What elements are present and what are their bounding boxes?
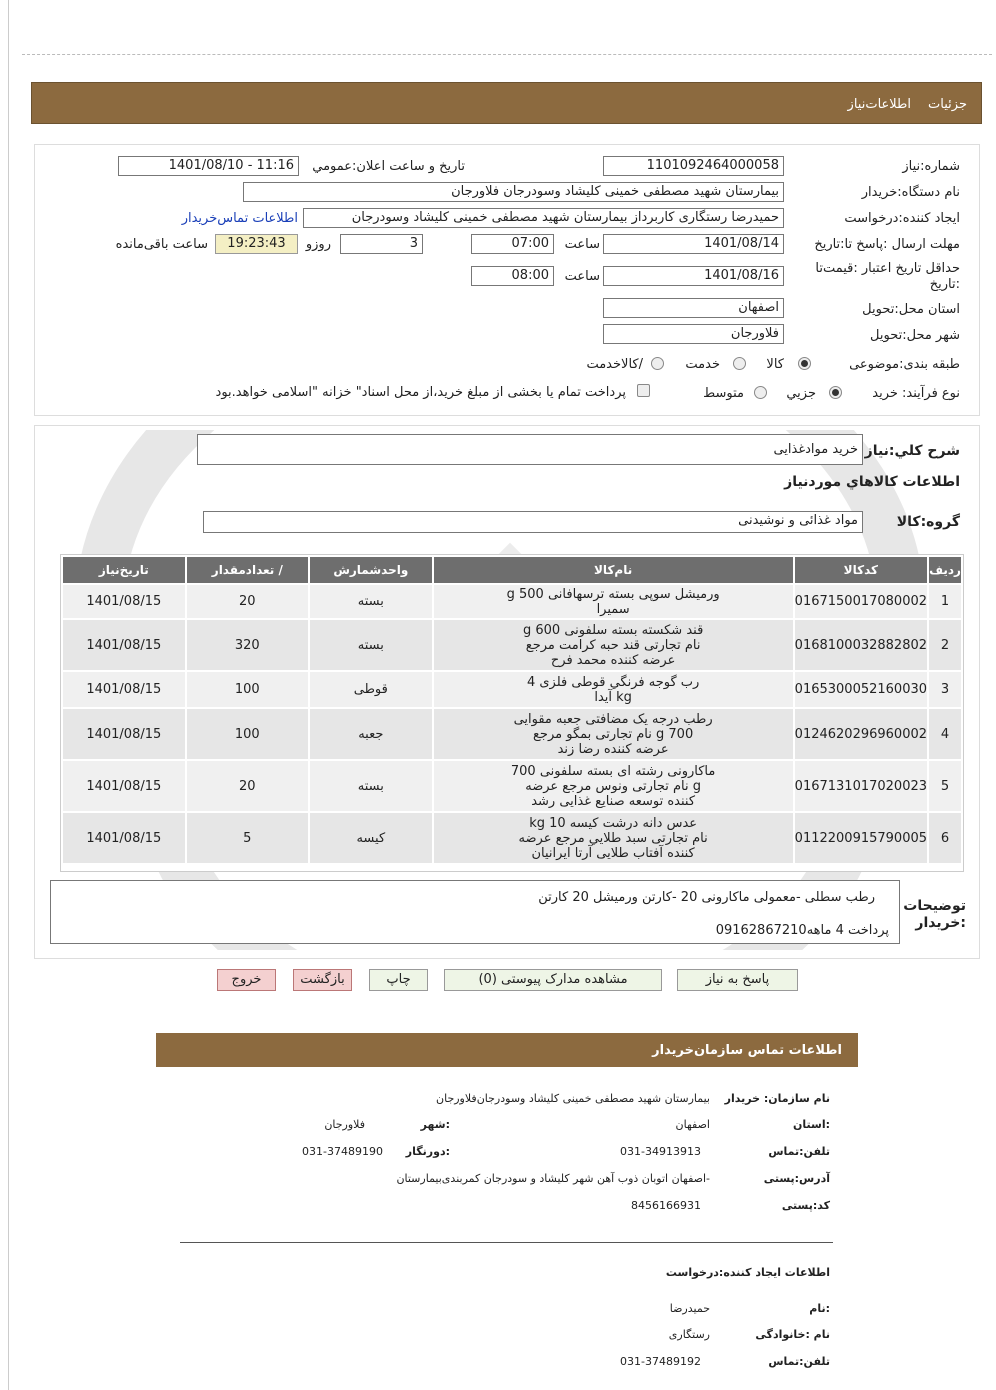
days-field: 3: [340, 234, 423, 254]
cell-name: [434, 672, 793, 707]
category-goods-label: کالا: [766, 357, 784, 372]
item-name-line: 700 g نام تجارتی بمگو مرجع: [533, 726, 694, 742]
cell-date: 1401/08/15: [63, 620, 185, 670]
contact-postal-value: 8456166931: [631, 1199, 701, 1212]
category-both-label: /کالاخدمت: [586, 357, 643, 372]
exit-button[interactable]: خروج: [217, 969, 276, 991]
cell-qty: 20: [187, 761, 308, 811]
cell-index: 1: [929, 585, 961, 618]
validity-date-field: 1401/08/16: [603, 266, 784, 286]
cell-index: 5: [929, 761, 961, 811]
cell-code: 0167150017080002: [795, 585, 927, 618]
cell-name: [434, 709, 793, 759]
cell-name: [434, 761, 793, 811]
cell-qty: 20: [187, 585, 308, 618]
contact-org-label: نام سازمان: خریدار: [724, 1092, 830, 1105]
cell-unit: جعبه: [310, 709, 432, 759]
contact-province-label: :استان: [793, 1118, 830, 1131]
deadline-date-field: 1401/08/14: [603, 234, 784, 254]
cell-qty: 100: [187, 709, 308, 759]
table-row: [63, 620, 961, 670]
category-service-label: خدمت: [685, 357, 720, 372]
buyer-contact-link[interactable]: اطلاعات تماس‌خریدار: [181, 211, 298, 226]
col-header-code: کدکالا: [795, 557, 927, 583]
cell-index: 2: [929, 620, 961, 670]
deadline-label: مهلت ارسال :پاسخ تا:تاریخ: [814, 237, 960, 252]
cell-name: [434, 813, 793, 863]
requester-info-title: اطلاعات ایجاد کننده:درخواست: [665, 1266, 830, 1279]
col-header-index: ردیف: [929, 557, 961, 583]
item-name-line: نام تجارتی سبد طلایي مرجع عرضه: [518, 830, 708, 846]
cell-code: 0168100032882802: [795, 620, 927, 670]
process-label: نوع فرآیند: خرید: [872, 386, 960, 401]
requester-name-value: حمیدرضا: [669, 1302, 710, 1315]
cell-code: 0112200915790005: [795, 813, 927, 863]
table-row: [63, 585, 961, 618]
cell-name: [434, 585, 793, 618]
cell-unit: کیسه: [310, 813, 432, 863]
cell-index: 4: [929, 709, 961, 759]
process-partial-radio[interactable]: [829, 386, 842, 399]
buyer-contact-title: اطلاعات تماس سازمان‌خریدار: [652, 1043, 842, 1058]
buyer-contact-header: [156, 1033, 858, 1067]
print-button[interactable]: چاپ: [369, 969, 428, 991]
days-label: روزو: [305, 237, 331, 252]
item-name-line: عرضه کننده محمد فرح: [550, 652, 676, 668]
requester-name-label: :نام: [809, 1302, 830, 1315]
cell-date: 1401/08/15: [63, 709, 185, 759]
requester-label: ایجاد کننده:درخواست: [844, 211, 960, 226]
cell-qty: 320: [187, 620, 308, 670]
need-number-field: 1101092464000058: [603, 156, 784, 176]
need-summary-label: شرح کلي:نیاز: [864, 443, 960, 459]
need-summary-field: خرید موادغذایی: [197, 434, 863, 465]
table-row: [63, 672, 961, 707]
buyer-notes-label-2: :خریدار: [915, 915, 966, 931]
category-service-radio[interactable]: [733, 357, 746, 370]
buyer-org-field: بیمارستان شهید مصطفی خمینی کلیشاد وسودرجان فلاورجان: [243, 182, 784, 202]
city-label: شهر محل:تحویل: [870, 328, 960, 343]
province-label: استان محل:تحویل: [862, 302, 960, 317]
tab-need-info[interactable]: اطلاعات‌نیاز: [847, 97, 911, 112]
city-field: فلاورجان: [603, 324, 784, 344]
validity-time-label: ساعت: [564, 269, 600, 284]
view-attachments-button[interactable]: مشاهده مدارک پیوستی (0): [444, 969, 662, 991]
col-header-date: تاریخ‌نیاز: [63, 557, 185, 583]
item-name-line: سمیرا: [596, 601, 630, 617]
cell-index: 3: [929, 672, 961, 707]
process-medium-label: متوسط: [703, 386, 744, 401]
item-name-line: g نام تجارتی ونوس مرجع عرضه: [525, 778, 702, 794]
category-both-radio[interactable]: [651, 357, 664, 370]
cell-unit: بسته: [310, 761, 432, 811]
requester-family-label: نام :خانوادگی: [755, 1328, 830, 1341]
buyer-notes-label-1: توضیحات: [903, 898, 966, 914]
goods-group-label: گروه:کالا: [896, 514, 960, 530]
table-row: [63, 709, 961, 759]
item-name-line: kg آیدا: [594, 689, 632, 705]
cell-qty: 100: [187, 672, 308, 707]
back-button[interactable]: بازگشت: [293, 969, 352, 991]
deadline-time-field: 07:00: [471, 234, 554, 254]
item-name-line: کننده توسعه صنایع غذایی رشد: [531, 793, 696, 809]
category-label: طبقه بندی:موضوعی: [849, 357, 960, 372]
treasury-payment-checkbox[interactable]: [637, 384, 650, 397]
item-name-line: ماکارونی رشته ای بسته سلفونی 700: [510, 763, 716, 779]
process-medium-radio[interactable]: [754, 386, 767, 399]
contact-address-label: آدرس:پستی: [763, 1172, 830, 1185]
item-name-line: عدس دانه درشت کیسه 10 kg: [529, 815, 698, 831]
item-name-line: ورمیشل سوپی بسته ترسهافانی 500 g: [506, 586, 720, 602]
contact-city-label: :شهر: [420, 1118, 450, 1131]
cell-date: 1401/08/15: [63, 672, 185, 707]
goods-info-label: اطلاعات کالاهاي موردنیاز: [784, 474, 960, 490]
page-left-border: [8, 0, 9, 1390]
cell-code: 0165300052160030: [795, 672, 927, 707]
item-name-line: عرضه کننده رضا زند: [557, 741, 669, 757]
item-name-line: نام تجارتی قند حبه کرامت مرجع: [525, 637, 701, 653]
contact-fax-label: :دورنگار: [405, 1145, 450, 1158]
contact-fax-value: 031-37489190: [302, 1145, 383, 1158]
contact-province-value: اصفهان: [675, 1118, 710, 1131]
category-goods-radio[interactable]: [798, 357, 811, 370]
cell-code: 0124620296960002: [795, 709, 927, 759]
announce-field: 1401/08/10 - 11:16: [118, 156, 299, 176]
contact-phone-value: 031-34913913: [620, 1145, 701, 1158]
process-partial-label: جزیي: [786, 386, 816, 401]
province-field: اصفهان: [603, 298, 784, 318]
items-table-header: [63, 557, 961, 583]
cell-date: 1401/08/15: [63, 585, 185, 618]
items-table-frame: [60, 554, 964, 872]
table-row: [63, 761, 961, 811]
col-header-name: نام‌کالا: [434, 557, 793, 583]
cell-index: 6: [929, 813, 961, 863]
remaining-timer: 19:23:43: [215, 234, 298, 254]
cell-unit: قوطی: [310, 672, 432, 707]
cell-date: 1401/08/15: [63, 813, 185, 863]
remaining-label: ساعت باقی‌مانده: [115, 237, 208, 252]
contact-city-value: فلاورجان: [324, 1118, 365, 1131]
contact-address-value: -اصفهان اتوبان ذوب آهن شهر کلیشاد و سودرجان کمربندی‌بیمارستان: [396, 1172, 710, 1185]
cell-unit: بسته: [310, 620, 432, 670]
announce-label: تاریخ و ساعت اعلان:عمومي: [312, 159, 465, 174]
goods-group-field: مواد غذائی و نوشیدنی: [203, 511, 863, 533]
need-number-label: شماره:نیاز: [902, 159, 960, 174]
requester-phone-value: 031-37489192: [620, 1355, 701, 1368]
col-header-qty: / تعدادمقدار: [187, 557, 308, 583]
cell-unit: بسته: [310, 585, 432, 618]
table-row: [63, 813, 961, 863]
item-name-line: کننده آفتاب طلایی آرتا ایرانیان: [531, 845, 695, 861]
buyer-notes-line-2: پرداخت 4 ماهه09162867210: [715, 923, 889, 938]
contact-org-value: بیمارستان شهید مصطفی خمینی کلیشاد وسودرجان‌فلاورجان: [436, 1092, 710, 1105]
requester-field: حمیدرضا رستگاری کاربرداز بیمارستان شهید مصطفی خمینی کلیشاد وسودرجان: [303, 208, 784, 228]
buyer-notes-box: [50, 880, 900, 944]
cell-name: [434, 620, 793, 670]
cell-date: 1401/08/15: [63, 761, 185, 811]
item-name-line: رطب درجه یک مضافتی جعبه مقوایی: [513, 711, 713, 727]
buyer-notes-line-1: رطب سطلی -معمولی ماکارونی 20 -کارتن ورمیشل 20 کارتن: [538, 890, 875, 905]
tab-details[interactable]: جزئیات: [928, 97, 967, 112]
requester-phone-label: تلفن:تماس: [768, 1355, 830, 1368]
requester-family-value: رستگاری: [668, 1328, 710, 1341]
cell-code: 0167131017020023: [795, 761, 927, 811]
contact-phone-label: تلفن:تماس: [768, 1145, 830, 1158]
validity-time-field: 08:00: [471, 266, 554, 286]
items-table: [61, 555, 963, 865]
validity-label-2: :تاریخ: [929, 277, 960, 292]
buyer-org-label: نام دستگاه:خریدار: [861, 185, 960, 200]
page-header: [31, 82, 982, 124]
cell-qty: 5: [187, 813, 308, 863]
contact-divider: [180, 1242, 833, 1243]
treasury-payment-note: پرداخت تمام یا بخشی از مبلغ خرید،از محل اسناد" خزانه "اسلامی خواهد.بود: [215, 385, 626, 400]
item-name-line: رب گوجه فرنگي قوطی فلزی 4: [526, 674, 700, 690]
contact-postal-label: کد:پستی: [781, 1199, 830, 1212]
respond-button[interactable]: پاسخ به نیاز: [677, 969, 798, 991]
deadline-time-label: ساعت: [564, 237, 600, 252]
col-header-unit: واحدشمارش: [310, 557, 432, 583]
validity-label-1: حداقل تاریخ اعتبار :قیمت‌تا: [815, 261, 960, 276]
top-divider: [22, 54, 992, 55]
item-name-line: قند شکسته بسته سلفونی 600 g: [522, 622, 704, 638]
